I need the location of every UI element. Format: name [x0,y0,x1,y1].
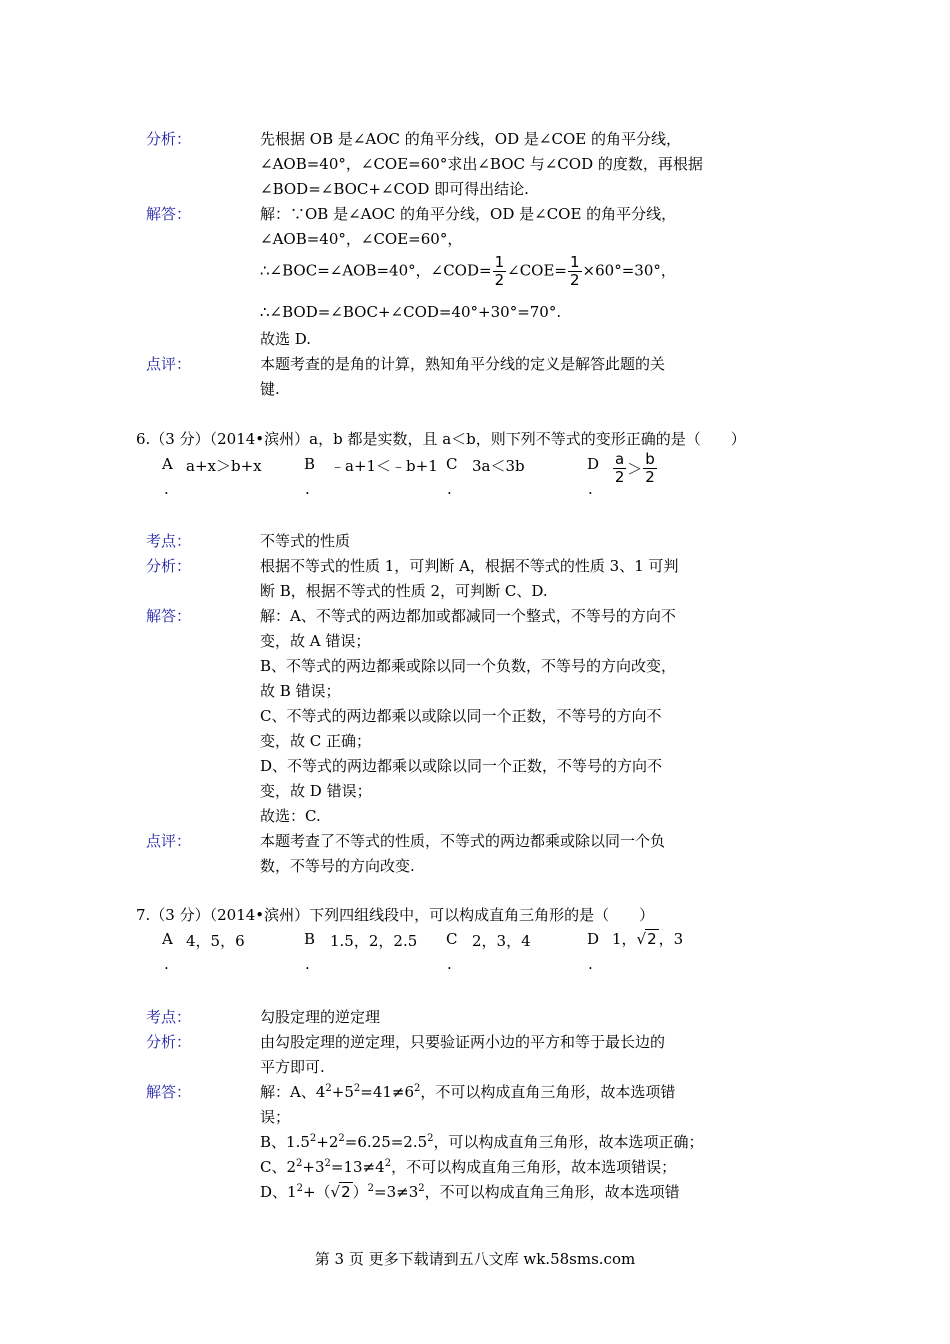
q6-option-c-dot: . [447,480,452,498]
text-part: +5 [331,1083,354,1101]
superscript: 2 [338,1133,345,1144]
q7-key-point: 勾股定理的逆定理 [260,1008,381,1026]
fraction-numerator: 1 [494,253,505,271]
q5-analysis-line-1: 先根据 OB 是∠AOC 的角平分线，OD 是∠COE 的角平分线， [260,130,681,148]
superscript: 2 [296,1158,303,1169]
q5-solution-line-4: ∴∠BOD=∠BOC+∠COD=40°+30°=70°. [260,303,562,321]
q5-comment-line-1: 本题考查的是角的计算，熟知角平分线的定义是解答此题的关 [260,355,666,373]
q6-solution-line-7: D、不等式的两边都乘以或除以同一个正数，不等号的方向不 [260,757,663,775]
text-part: +2 [316,1133,339,1151]
q6-analysis-line-2: 断 B，根据不等式的性质 2，可判断 C、D. [260,582,548,600]
q7-option-d-letter: D [587,930,600,948]
q6-solution-label: 解答： [146,607,192,625]
q5-solution-equation [260,255,676,288]
q6-option-a-dot: . [164,480,169,498]
page-footer: 第 3 页 更多下载请到五八文库 wk.58sms.com [314,1250,636,1268]
q5-solution-line-2: ∠AOB=40°，∠COE=60°， [260,230,463,248]
text-part: ） [352,1183,368,1201]
q7-solution-line-d [260,1181,680,1202]
q6-option-b-text: ﹣a+1＜﹣b+1 [330,457,438,475]
superscript: 2 [309,1133,317,1144]
q7-solution-line-c [260,1156,676,1177]
superscript: 2 [353,1083,361,1094]
text-part: B、1.5 [260,1133,310,1151]
q6-analysis-label: 分析： [146,557,192,575]
text-part: ，不可以构成直角三角形，故本选项错 [424,1183,680,1201]
q7-option-d-text [612,928,683,949]
q6-option-b-dot: . [305,480,310,498]
q6-solution-line-2: 变，故 A 错误； [260,632,371,650]
q7-analysis-label: 分析： [146,1033,192,1051]
superscript: 2 [384,1158,392,1169]
q7-option-b-text: 1.5，2，2.5 [330,932,418,950]
q5-analysis-line-3: ∠BOD=∠BOC+∠COD 即可得出结论. [260,180,529,198]
q5-comment-label: 点评： [146,355,192,373]
q6-solution-line-8: 变，故 D 错误； [260,782,372,800]
superscript: 2 [324,1158,331,1169]
q5-analysis-label: 分析： [146,130,192,148]
q7-solution-line-a [260,1081,675,1102]
q6-solution-line-5: C、不等式的两边都乘以或除以同一个正数，不等号的方向不 [260,707,662,725]
q7-option-d-dot: . [588,955,593,973]
q6-stem: 6.（3 分）（2014•滨州）a，b 都是实数，且 a＜b，则下列不等式的变形正确的是（ ） [136,430,746,448]
fraction-half-2 [568,255,582,288]
q7-key-point-label: 考点： [146,1008,192,1026]
text-part: =3≠3 [374,1183,419,1201]
eq-part-2: ∠COE= [507,261,567,280]
q7-option-b-dot: . [305,955,310,973]
text-part: ，不可以构成直角三角形，故本选项错误； [391,1158,677,1176]
q6-analysis-line-1: 根据不等式的性质 1，可判断 A，根据不等式的性质 3、1 可判 [260,557,679,575]
text-part: +3 [302,1158,325,1176]
q6-option-c-letter: C [446,455,458,473]
text-part: ，不可以构成直角三角形，故本选项错 [420,1083,676,1101]
radicand: 2 [647,930,657,948]
q7-solution-label: 解答： [146,1083,192,1101]
text-part: +（ [302,1183,331,1201]
q6-key-point-label: 考点： [146,532,192,550]
superscript: 2 [418,1183,425,1194]
q6-key-point: 不等式的性质 [260,532,351,550]
q6-option-d-expression [612,452,658,485]
fraction-numerator: 1 [570,253,580,271]
fraction-denominator: 2 [614,468,625,486]
text-part: =13≠4 [330,1158,385,1176]
q7-option-c-text: 2，3，4 [472,932,531,950]
text-part: =6.25=2.5 [344,1133,428,1151]
q6-option-a-text: a+x＞b+x [186,457,262,475]
q6-comment-label: 点评： [146,832,192,850]
superscript: 2 [296,1183,303,1194]
text-part: C、2 [260,1158,297,1176]
superscript: 2 [427,1133,434,1144]
fraction-numerator: b [645,450,655,468]
q7-option-b-letter: B [304,930,316,948]
q6-option-d-letter: D [587,455,600,473]
q6-solution-line-1: 解：A、不等式的两边都加或都减同一个整式，不等号的方向不 [260,607,676,625]
q6-solution-line-3: B、不等式的两边都乘或除以同一个负数，不等号的方向改变， [260,657,677,675]
q6-solution-line-4: 故 B 错误； [260,682,341,700]
q5-solution-label: 解答： [146,205,192,223]
option-d-prefix: 1， [612,930,637,948]
superscript: 2 [414,1083,421,1094]
q5-solution-line-5: 故选 D. [260,330,312,348]
option-d-suffix: ，3 [658,930,684,948]
fraction-denominator: 2 [645,468,655,486]
eq-part-1: ∴∠BOC=∠AOB=40°，∠COD= [260,261,492,280]
fraction-denominator: 2 [494,271,505,289]
fraction-half-1 [493,255,507,288]
radicand: 2 [341,1183,351,1201]
text-part: ，可以构成直角三角形，故本选项正确； [433,1133,704,1151]
q6-option-a-letter: A [162,455,173,473]
sqrt-icon: √2 [330,1183,351,1201]
q5-analysis-line-2: ∠AOB=40°，∠COE=60°求出∠BOC 与∠COD 的度数，再根据 [260,155,703,173]
q7-option-a-dot: . [164,955,169,973]
eq-part-3: ×60°=30°， [582,261,676,280]
q6-solution-line-6: 变，故 C 正确； [260,732,372,750]
fraction-numerator: a [615,450,625,468]
q6-comment-line-2: 数，不等号的方向改变. [260,857,415,875]
text-part: 解：A、4 [260,1083,326,1101]
q6-option-b-letter: B [304,455,316,473]
q7-option-c-dot: . [447,955,452,973]
fraction-a-over-2 [613,452,626,485]
q6-comment-line-1: 本题考查了不等式的性质，不等式的两边都乘或除以同一个负 [260,832,666,850]
fraction-denominator: 2 [570,271,580,289]
q5-solution-line-1: 解：∵OB 是∠AOC 的角平分线，OD 是∠COE 的角平分线， [260,205,677,223]
q7-stem: 7.（3 分）（2014•滨州）下列四组线段中，可以构成直角三角形的是（ ） [136,906,655,924]
q7-solution-line-a2: 误； [260,1108,291,1126]
q7-analysis-line-1: 由勾股定理的逆定理，只要验证两小边的平方和等于最长边的 [260,1033,666,1051]
greater-than-sign: ＞ [627,460,643,478]
q6-solution-line-9: 故选：C. [260,807,321,825]
q6-option-c-text: 3a＜3b [472,457,525,475]
q7-option-c-letter: C [446,930,458,948]
text-part: =41≠6 [360,1083,415,1101]
sqrt-icon: √2 [636,930,657,948]
q5-comment-line-2: 键. [260,380,280,398]
q7-option-a-letter: A [162,930,173,948]
q7-solution-line-b [260,1131,704,1152]
q6-option-d-dot: . [588,480,593,498]
q7-option-a-text: 4，5，6 [186,932,245,950]
text-part: D、1 [260,1183,297,1201]
superscript: 2 [367,1183,375,1194]
superscript: 2 [325,1083,332,1094]
fraction-b-over-2 [643,452,657,485]
q7-analysis-line-2: 平方即可. [260,1058,325,1076]
